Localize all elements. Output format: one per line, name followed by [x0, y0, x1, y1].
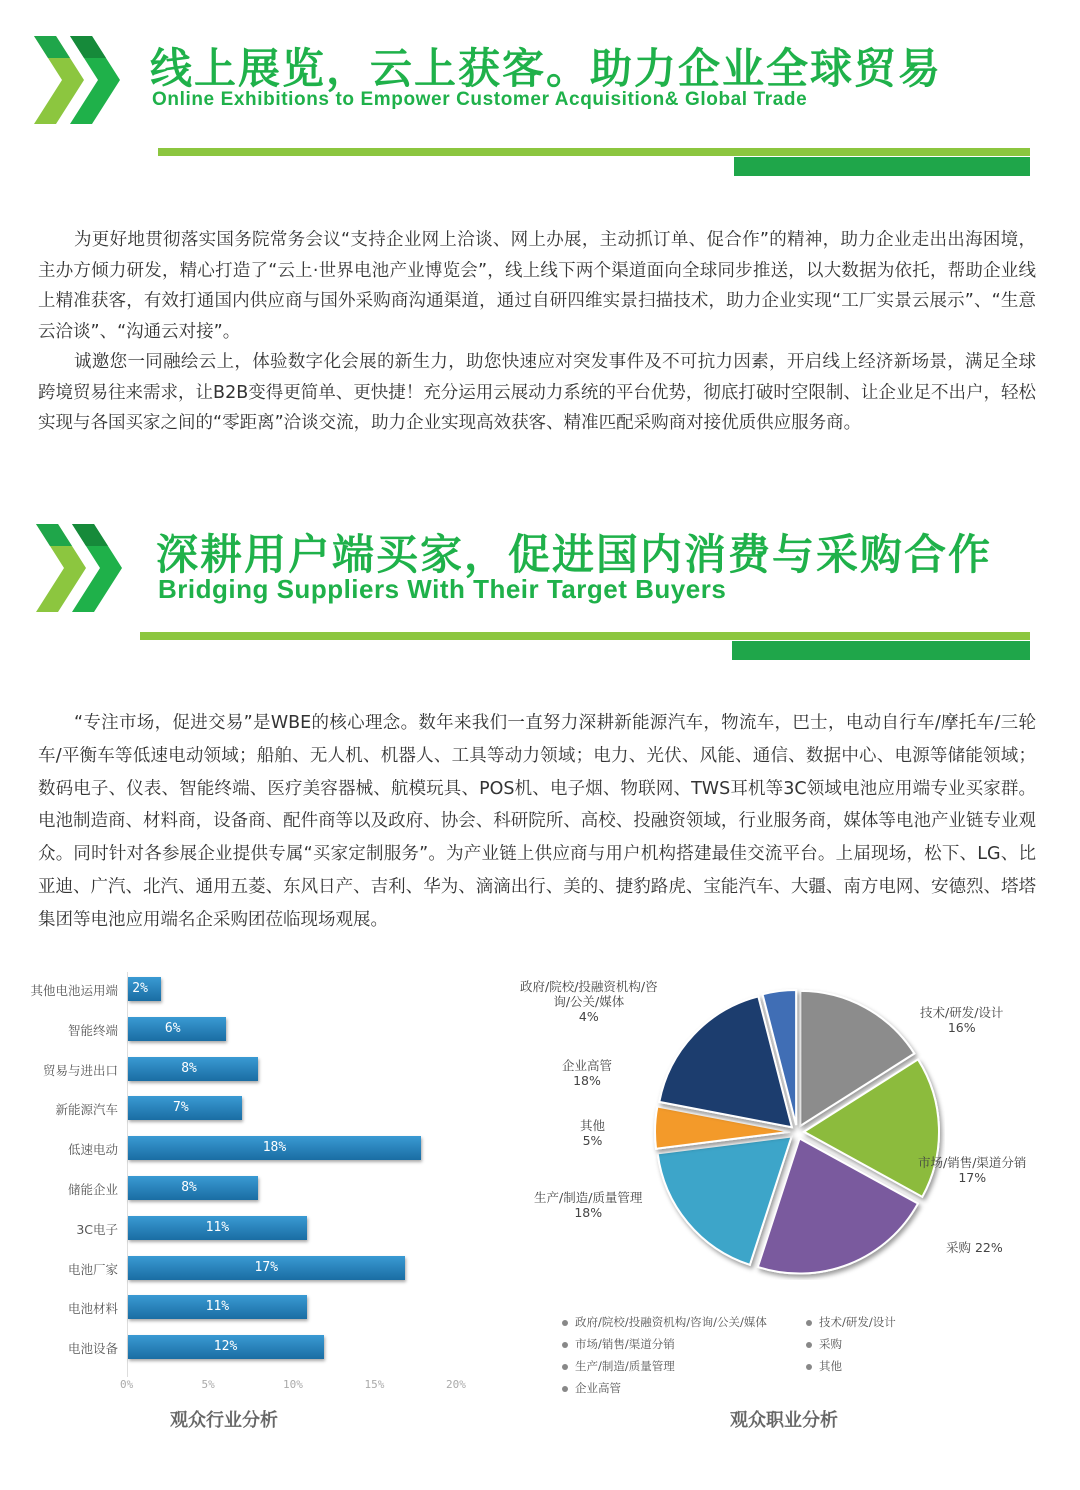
bar-value-label: 11% — [205, 1219, 230, 1235]
pie-chart-svg — [650, 985, 945, 1280]
pie-label-prod-line1: 生产/制造/质量管理 — [534, 1190, 643, 1205]
legend-bullet-icon — [806, 1320, 812, 1326]
bar-category-label: 智能终端 — [67, 1022, 118, 1038]
bar-value-label: 8% — [181, 1060, 197, 1076]
section1-body — [38, 225, 1036, 439]
pie-label-prod-line2: 18% — [574, 1205, 603, 1220]
pie-label-tech-line1: 技术/研发/设计 — [920, 1005, 1004, 1020]
pie-label-gov-line3: 4% — [578, 1009, 599, 1024]
section1-paragraph-1: 为更好地贯彻落实国务院常务会议“支持企业网上洽谈、网上办展，主动抓订单、促合作”的精神，助力企业走出出海困境，主办方倾力研发，精心打造了“云上·世界电池产业博览会”，线上线下两个渠道面向全球同步推送，以大数据为依托，帮助企业线上精准获客，有效打通国内供应商与国外采购商沟通渠道，通过自研四维实景扫描技术，助力企业实现“工厂实景云展示”、“生意云洽谈”、“沟通云对接”。 — [38, 230, 1036, 342]
pie-legend-label: 市场/销售/渠道分销 — [575, 1337, 675, 1351]
section1-title-cn: 线上展览，云上获客。助力企业全球贸易 — [150, 44, 943, 93]
pie-label-tech-line2: 16% — [947, 1020, 976, 1035]
section1-divider-light — [158, 148, 1030, 156]
bar-value-label: 12% — [213, 1339, 238, 1355]
pie-legend-item — [562, 1314, 767, 1330]
legend-bullet-icon — [806, 1342, 812, 1348]
pie-label-tech — [920, 1005, 1003, 1035]
occupation-pie-chart — [500, 960, 1080, 1440]
bar-category-label: 低速电动 — [67, 1142, 118, 1158]
pie-label-other-line2: 5% — [582, 1133, 603, 1148]
pie-label-market-line2: 17% — [958, 1170, 987, 1185]
bar-axis-tick-label: 15% — [364, 1378, 385, 1391]
pie-legend-item — [562, 1358, 675, 1374]
pie-label-market-line1: 市场/销售/渠道分销 — [918, 1155, 1027, 1170]
pie-legend-label: 政府/院校/投融资机构/咨询/公关/媒体 — [575, 1315, 767, 1329]
section2-divider-light — [140, 632, 1030, 640]
bar-category-label: 电池厂家 — [67, 1261, 118, 1277]
bar-category-label: 储能企业 — [67, 1182, 118, 1197]
bar-axis-tick-label: 0% — [120, 1378, 134, 1391]
bar-category-label: 3C电子 — [76, 1221, 118, 1237]
pie-label-other-line1: 其他 — [580, 1118, 606, 1133]
chevron-arrows-icon — [36, 524, 126, 612]
pie-legend-item — [806, 1336, 842, 1352]
legend-bullet-icon — [806, 1364, 812, 1370]
pie-label-prod — [534, 1190, 642, 1220]
bar-value-label: 17% — [254, 1259, 279, 1275]
bar-axis-tick-label: 20% — [446, 1378, 466, 1391]
pie-label-exec — [562, 1058, 612, 1088]
bar-value-label: 6% — [164, 1020, 181, 1036]
section2-title-cn: 深耕用户端买家，促进国内消费与采购合作 — [156, 530, 993, 579]
pie-legend-item — [806, 1314, 896, 1330]
bar-category-label: 电池设备 — [67, 1341, 118, 1357]
pie-label-purchase: 采购 22% — [946, 1240, 1003, 1255]
pie-label-exec-line1: 企业高管 — [562, 1058, 613, 1073]
pie-label-gov-line1: 政府/院校/投融资机构/咨 — [520, 979, 658, 994]
pie-label-market — [918, 1155, 1026, 1185]
section2-divider-dark — [732, 641, 1030, 660]
bar-chart-title: 观众行业分析 — [170, 1410, 278, 1431]
section1-title-en: Online Exhibitions to Empower Customer Acquisition& Global Trade — [152, 89, 808, 110]
legend-bullet-icon — [562, 1386, 568, 1392]
section1-divider-dark — [734, 157, 1030, 176]
section1-paragraph-2: 诚邀您一同融绘云上，体验数字化会展的新生力，助您快速应对突发事件及不可抗力因素，开启线上经济新场景，满足全球跨境贸易往来需求，让B2B变得更简单、更快捷！充分运用云展动力系统的平台优势，彻底打破时空限制、让企业足不出户，轻松实现与各国买家之间的“零距离”洽谈交流，助力企业实现高效获客、精准匹配采购商对接优质供应服务商。 — [38, 352, 1036, 433]
legend-bullet-icon — [562, 1320, 568, 1326]
chevron-arrows-icon — [34, 36, 124, 124]
bar-value-label: 2% — [132, 981, 148, 996]
pie-chart-title: 观众职业分析 — [730, 1410, 838, 1431]
bar-axis-tick-label: 5% — [201, 1378, 215, 1391]
section2-paragraph: “专注市场，促进交易”是WBE的核心理念。数年来我们一直努力深耕新能源汽车，物流车，巴士，电动自行车/摩托车/三轮车/平衡车等低速电动领域；船舶、无人机、机器人、工具等动力领域；电力、光伏、风能、通信、数据中心、电源等储能领域；数码电子、仪表、智能终端、医疗美容器械、航模玩具、POS机、电子烟、物联网、TWS耳机等3C领域电池应用端专业买家群。电池制造商、材料商，设备商、配件商等以及政府、协会、科研院所、高校、投融资领域，行业服务商，媒体等电池产业链专业观众。同时针对各参展企业提供专属“买家定制服务”。为产业链上供应商与用户机构搭建最佳交流平台。上届现场，松下、LG、比亚迪、广汽、北汽、通用五菱、东风日产、吉利、华为、滴滴出行、美的、捷豹路虎、宝能汽车、大疆、南方电网、安德烈、塔塔集团等电池应用端名企采购团莅临现场观展。 — [38, 713, 1036, 930]
pie-legend-label: 生产/制造/质量管理 — [575, 1359, 675, 1373]
pie-label-exec-line2: 18% — [573, 1073, 601, 1088]
pie-label-other — [580, 1118, 605, 1148]
pie-label-gov — [520, 979, 658, 1024]
bar-category-label: 电池材料 — [67, 1301, 118, 1317]
bar-category-label: 其他电池运用端 — [30, 983, 118, 998]
pie-legend-label: 采购 — [819, 1337, 842, 1351]
bar-axis-tick-label: 10% — [283, 1378, 303, 1391]
section2-title-en: Bridging Suppliers With Their Target Buyers — [158, 574, 727, 604]
bar-value-label: 11% — [205, 1299, 230, 1315]
bar-value-label: 7% — [173, 1100, 189, 1116]
bar-category-label: 新能源汽车 — [55, 1102, 118, 1118]
legend-bullet-icon — [562, 1364, 568, 1370]
pie-label-gov-line2: 询/公关/媒体 — [553, 994, 625, 1009]
pie-legend-item — [806, 1358, 842, 1374]
section2-body — [38, 707, 1036, 937]
industry-bar-chart — [0, 960, 500, 1440]
pie-legend-label: 技术/研发/设计 — [819, 1315, 896, 1329]
pie-legend-item — [562, 1380, 621, 1396]
pie-legend-label: 其他 — [819, 1359, 842, 1373]
bar-category-label: 贸易与进出口 — [42, 1062, 118, 1078]
bar-value-label: 18% — [262, 1140, 287, 1156]
legend-bullet-icon — [562, 1342, 568, 1348]
pie-legend-item — [562, 1336, 675, 1352]
pie-legend-label: 企业高管 — [575, 1381, 621, 1395]
bar-value-label: 8% — [181, 1180, 197, 1195]
